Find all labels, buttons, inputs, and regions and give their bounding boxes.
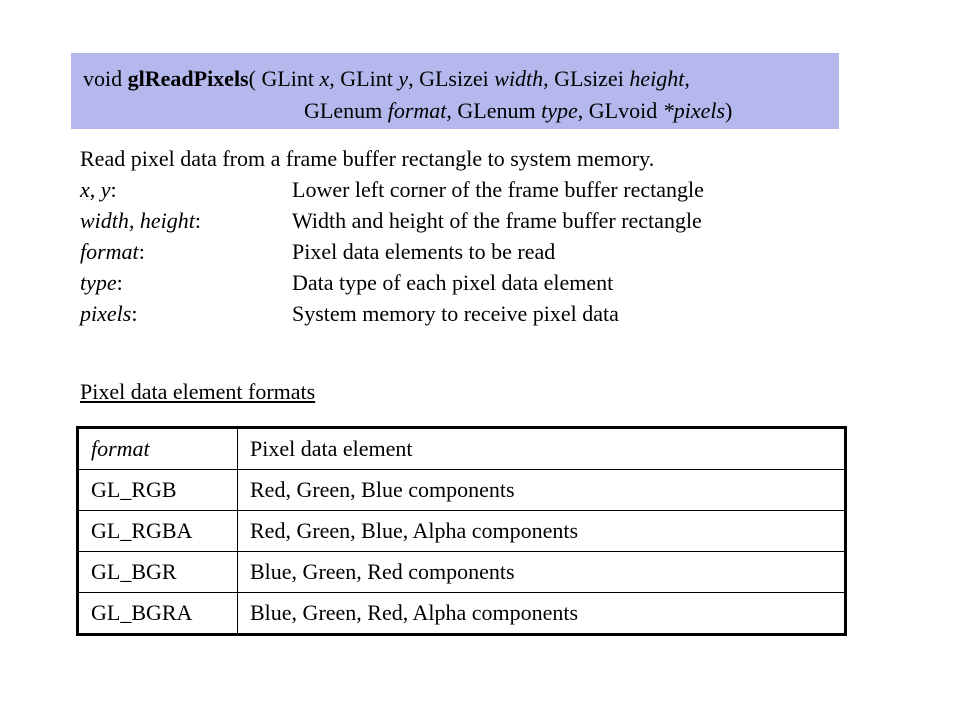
- table-header-row: [78, 428, 846, 470]
- function-signature-box: [71, 53, 839, 129]
- param-x-name: x: [319, 66, 330, 91]
- param-y-type: GLint: [340, 66, 393, 91]
- element-cell: Red, Green, Blue, Alpha components: [238, 511, 846, 552]
- table-row: [78, 593, 846, 635]
- element-cell: Red, Green, Blue components: [238, 470, 846, 511]
- param-name: pixels:: [80, 301, 138, 326]
- formats-table: [76, 426, 847, 636]
- param-format-type: GLenum: [304, 98, 383, 123]
- header-format: format: [78, 428, 238, 470]
- param-width-name: width: [494, 66, 544, 91]
- param-height-name: height: [629, 66, 685, 91]
- param-width-type: GLsizei: [419, 66, 489, 91]
- signature-line-1: void glReadPixels( GLint x, GLint y, GLsizei width, GLsizei height,: [83, 66, 690, 91]
- param-pixels-name: *pixels: [662, 98, 726, 123]
- close-paren: ): [725, 98, 733, 123]
- param-type-type: GLenum: [457, 98, 536, 123]
- format-cell: GL_BGR: [78, 552, 238, 593]
- param-description: Data type of each pixel data element: [292, 270, 614, 295]
- param-x-type: GLint: [261, 66, 315, 91]
- element-cell: Blue, Green, Red, Alpha components: [238, 593, 846, 635]
- param-description: Width and height of the frame buffer rectangle: [292, 208, 702, 233]
- format-cell: GL_RGB: [78, 470, 238, 511]
- function-description: Read pixel data from a frame buffer rectangle to system memory.: [80, 146, 655, 171]
- open-paren: (: [248, 66, 256, 91]
- format-cell: GL_RGBA: [78, 511, 238, 552]
- param-height-type: GLsizei: [554, 66, 624, 91]
- function-name: glReadPixels: [127, 66, 249, 91]
- param-format-name: format: [387, 98, 447, 123]
- format-cell: GL_BGRA: [78, 593, 238, 635]
- param-name: type:: [80, 270, 123, 295]
- return-type: void: [83, 66, 123, 91]
- table-row: [78, 511, 846, 552]
- signature-line-2: GLenum format, GLenum type, GLvoid *pixels): [304, 98, 733, 123]
- param-description: Lower left corner of the frame buffer rectangle: [292, 177, 704, 202]
- param-description: Pixel data elements to be read: [292, 239, 556, 264]
- header-pixel-data-element: Pixel data element: [238, 428, 846, 470]
- param-pixels-type: GLvoid: [588, 98, 658, 123]
- param-y-name: y: [398, 66, 409, 91]
- table-row: [78, 552, 846, 593]
- param-description: System memory to receive pixel data: [292, 301, 619, 326]
- param-type-name: type: [541, 98, 578, 123]
- table-row: [78, 470, 846, 511]
- table-title: Pixel data element formats: [80, 379, 316, 404]
- element-cell: Blue, Green, Red components: [238, 552, 846, 593]
- param-name: x, y:: [80, 177, 117, 202]
- param-name: format:: [80, 239, 145, 264]
- param-name: width, height:: [80, 208, 202, 233]
